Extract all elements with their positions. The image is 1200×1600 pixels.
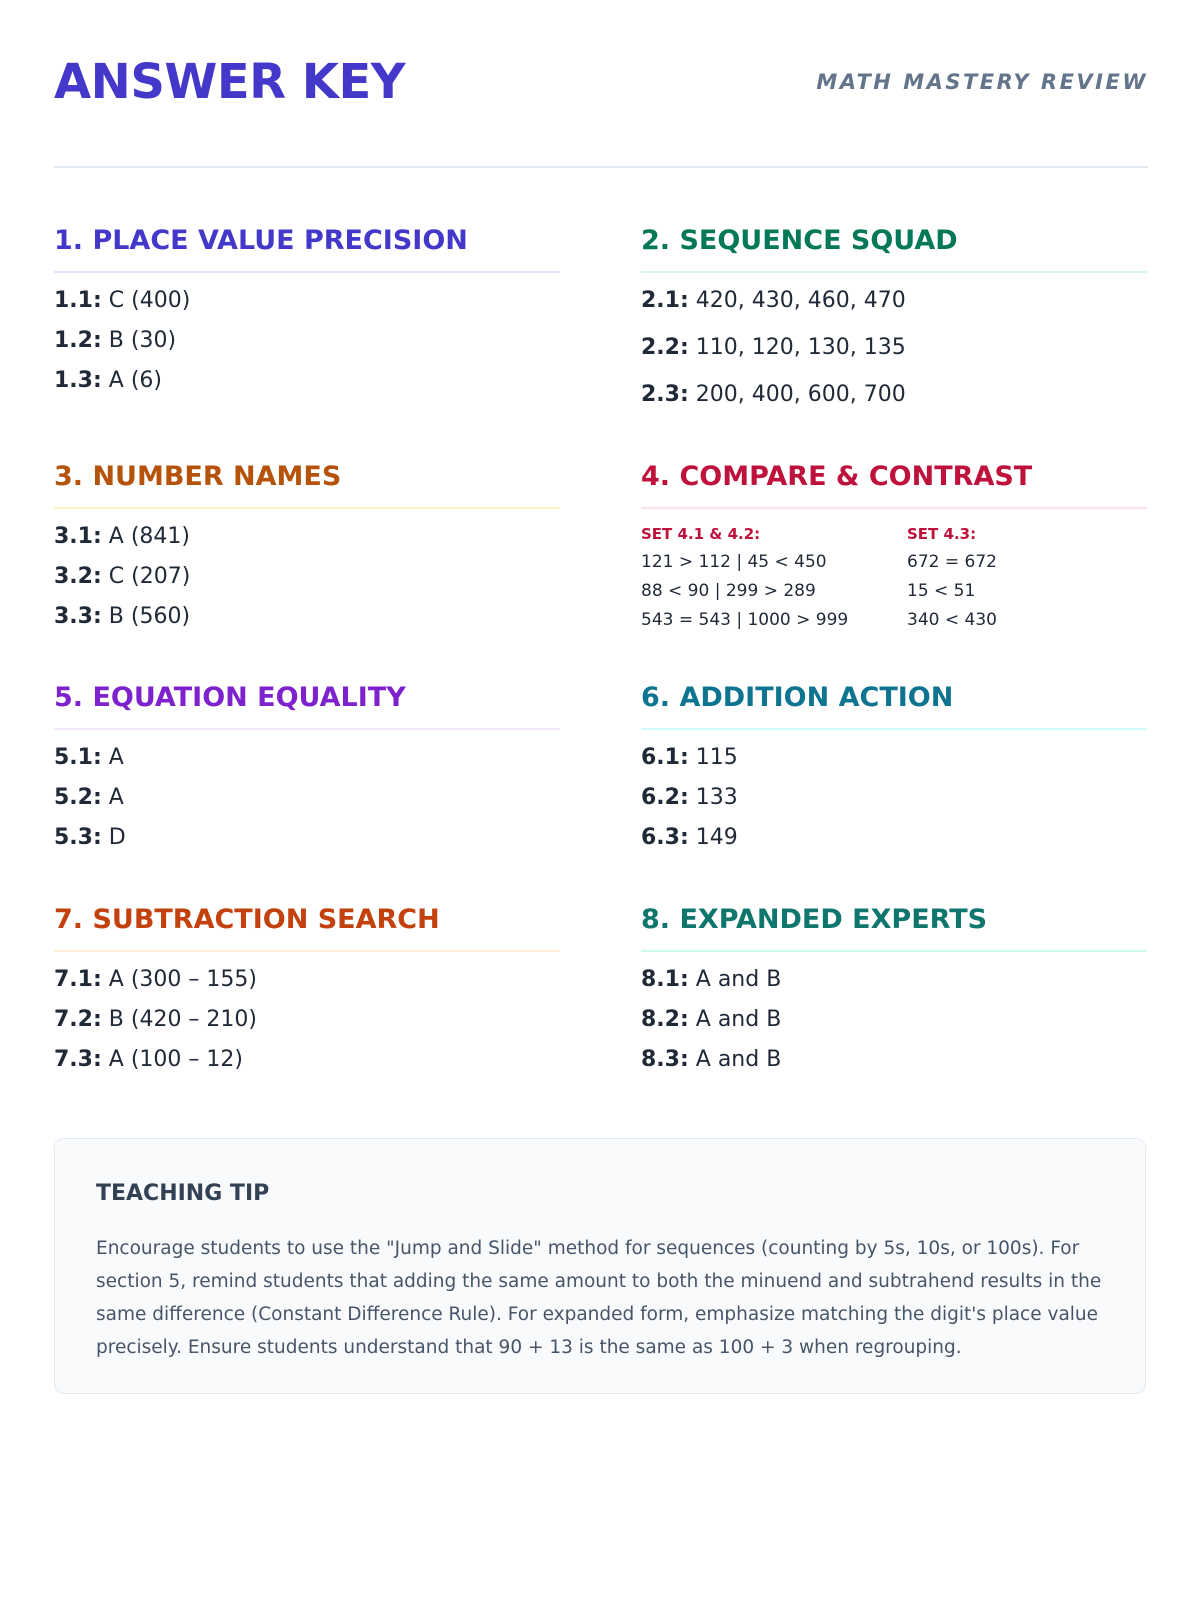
- answer-item: [54, 367, 560, 395]
- section-subtraction-search: [54, 902, 560, 1086]
- section-title: 7. SUBTRACTION SEARCH: [54, 902, 560, 952]
- section-title: 4. COMPARE & CONTRAST: [641, 459, 1147, 509]
- answer-value: A and B: [695, 1047, 782, 1072]
- set-heading: SET 4.1 & 4.2:: [641, 525, 761, 543]
- comparison-set: [641, 523, 848, 638]
- answer-value: B (560): [108, 604, 191, 629]
- answer-item: [641, 966, 1147, 994]
- section-title: 8. EXPANDED EXPERTS: [641, 902, 1147, 952]
- answer-label: 3.2:: [54, 564, 102, 589]
- answer-value: A and B: [695, 1007, 782, 1032]
- answer-item: [641, 381, 1147, 409]
- answer-label: 1.3:: [54, 368, 102, 393]
- answer-item: [54, 824, 560, 852]
- section-sequence: [641, 223, 1147, 428]
- comparison-line: 340 < 430: [907, 610, 997, 630]
- answer-label: 3.1:: [54, 524, 102, 549]
- answer-item: [54, 744, 560, 772]
- answer-list: [641, 744, 1147, 852]
- answer-list: [641, 287, 1147, 409]
- section-title: 5. EQUATION EQUALITY: [54, 680, 560, 730]
- answer-value: A and B: [695, 967, 782, 992]
- answer-value: C (207): [108, 564, 191, 589]
- section-title: 1. PLACE VALUE PRECISION: [54, 223, 560, 273]
- answer-label: 6.2:: [641, 785, 689, 810]
- answer-value: 110, 120, 130, 135: [695, 335, 906, 360]
- answer-label: 7.1:: [54, 967, 102, 992]
- answer-value: A (100 – 12): [108, 1047, 243, 1072]
- answer-label: 3.3:: [54, 604, 102, 629]
- answer-item: [54, 1046, 560, 1074]
- answer-label: 5.3:: [54, 825, 102, 850]
- comparison-line: 88 < 90 | 299 > 289: [641, 581, 816, 601]
- answer-value: 149: [695, 825, 738, 850]
- answer-label: 8.1:: [641, 967, 689, 992]
- page-subtitle: MATH MASTERY REVIEW: [816, 70, 1148, 94]
- answer-value: B (30): [108, 328, 177, 353]
- comparison-line: 15 < 51: [907, 581, 976, 601]
- comparison-sets: [641, 523, 1147, 643]
- answer-value: A: [108, 745, 124, 770]
- answer-item: [54, 523, 560, 551]
- answer-item: [641, 334, 1147, 362]
- answer-item: [641, 824, 1147, 852]
- answer-item: [641, 784, 1147, 812]
- answer-label: 7.3:: [54, 1047, 102, 1072]
- comparison-set: [907, 523, 997, 638]
- answer-label: 2.1:: [641, 288, 689, 313]
- answer-item: [54, 784, 560, 812]
- answer-item: [54, 966, 560, 994]
- page-title: ANSWER KEY: [54, 54, 406, 110]
- answer-value: C (400): [108, 288, 191, 313]
- answer-label: 2.3:: [641, 382, 689, 407]
- answer-label: 7.2:: [54, 1007, 102, 1032]
- answer-list: [54, 287, 560, 395]
- answer-value: 200, 400, 600, 700: [695, 382, 906, 407]
- answer-value: 133: [695, 785, 738, 810]
- answer-label: 6.1:: [641, 745, 689, 770]
- answer-item: [641, 1006, 1147, 1034]
- answer-list: [641, 966, 1147, 1074]
- answer-value: A (841): [108, 524, 190, 549]
- teaching-tip-box: [54, 1138, 1146, 1394]
- section-expanded-experts: [641, 902, 1147, 1086]
- answer-list: [54, 523, 560, 631]
- comparison-line: 672 = 672: [907, 552, 997, 572]
- answer-item: [54, 603, 560, 631]
- answer-label: 5.1:: [54, 745, 102, 770]
- answer-value: B (420 – 210): [108, 1007, 258, 1032]
- answer-list: [54, 966, 560, 1074]
- section-place-value: [54, 223, 560, 407]
- section-compare-contrast: [641, 459, 1147, 643]
- answer-item: [641, 287, 1147, 315]
- page-header: [54, 52, 1148, 112]
- answer-label: 1.1:: [54, 288, 102, 313]
- comparison-line: 543 = 543 | 1000 > 999: [641, 610, 849, 630]
- section-title: 6. ADDITION ACTION: [641, 680, 1147, 730]
- section-title: 3. NUMBER NAMES: [54, 459, 560, 509]
- answer-value: 420, 430, 460, 470: [695, 288, 906, 313]
- answer-value: A (6): [108, 368, 162, 393]
- answer-value: A: [108, 785, 124, 810]
- answer-value: 115: [695, 745, 738, 770]
- section-addition-action: [641, 680, 1147, 864]
- answer-item: [54, 563, 560, 591]
- answer-label: 8.2:: [641, 1007, 689, 1032]
- section-equation-equality: [54, 680, 560, 864]
- answer-item: [641, 1046, 1147, 1074]
- set-heading: SET 4.3:: [907, 525, 977, 543]
- answer-item: [54, 327, 560, 355]
- answer-label: 6.3:: [641, 825, 689, 850]
- answer-label: 1.2:: [54, 328, 102, 353]
- answer-label: 5.2:: [54, 785, 102, 810]
- comparison-line: 121 > 112 | 45 < 450: [641, 552, 827, 572]
- answer-label: 2.2:: [641, 335, 689, 360]
- answer-value: D: [108, 825, 126, 850]
- header-divider: [54, 166, 1148, 168]
- answer-item: [54, 287, 560, 315]
- answer-list: [54, 744, 560, 852]
- answer-item: [54, 1006, 560, 1034]
- section-number-names: [54, 459, 560, 643]
- answer-label: 8.3:: [641, 1047, 689, 1072]
- answer-value: A (300 – 155): [108, 967, 257, 992]
- section-title: 2. SEQUENCE SQUAD: [641, 223, 1147, 273]
- teaching-tip-title: TEACHING TIP: [96, 1181, 270, 1206]
- teaching-tip-body: Encourage students to use the "Jump and Slide" method for sequences (counting by 5s, 10s, or 100s). For section 5, remind students that adding the same amount to both the minuend and subtrahend results in the same difference (Constant Difference Rule). For expanded form, emphasize matching the digit's place value precisely. Ensure students understand that 90 + 13 is the same as 100 + 3 when regrouping.: [96, 1238, 1102, 1358]
- answer-item: [641, 744, 1147, 772]
